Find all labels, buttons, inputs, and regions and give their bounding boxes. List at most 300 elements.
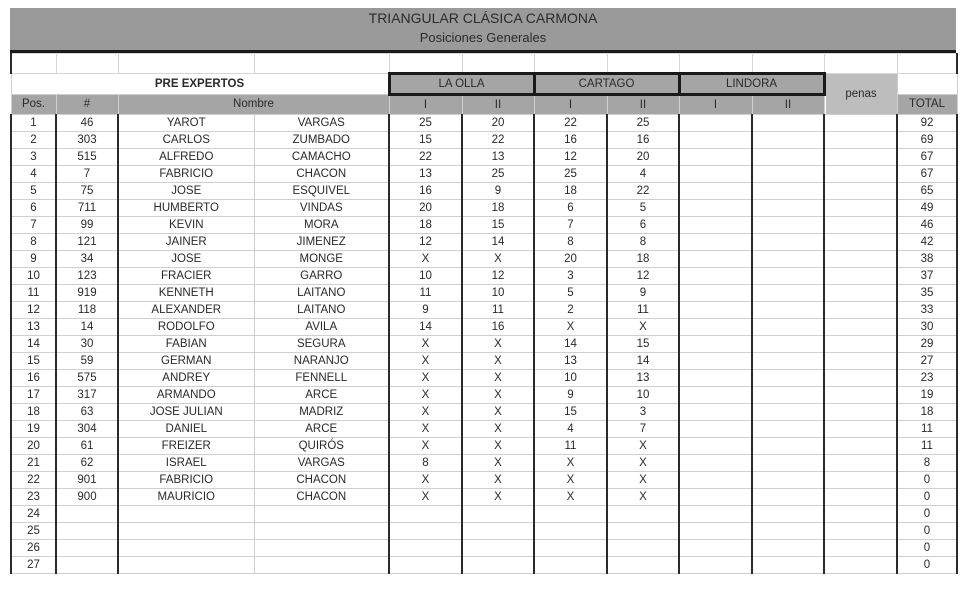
score-cell: X: [389, 370, 462, 387]
score-cell: [752, 370, 824, 387]
number-cell: 317: [56, 387, 118, 404]
total-cell: 35: [897, 285, 957, 302]
title-band: [10, 8, 956, 53]
score-cell: 16: [462, 319, 534, 336]
score-cell: 15: [389, 132, 462, 149]
number-cell: 14: [56, 319, 118, 336]
first-name-cell: FREIZER: [118, 438, 254, 455]
score-cell: 8: [389, 455, 462, 472]
last-name-cell: GARRO: [254, 268, 389, 285]
table-row: [11, 234, 957, 251]
score-cell: X: [534, 455, 607, 472]
score-cell: 22: [534, 115, 607, 132]
score-cell: [607, 557, 679, 574]
pos-cell: 11: [11, 285, 56, 302]
score-cell: 15: [607, 336, 679, 353]
score-cell: 20: [389, 200, 462, 217]
page-title: TRIANGULAR CLÁSICA CARMONA: [368, 10, 598, 26]
penalty-cell: [824, 404, 897, 421]
last-name-cell: [254, 540, 389, 557]
score-cell: 3: [534, 268, 607, 285]
score-cell: [534, 557, 607, 574]
first-name-cell: [118, 540, 254, 557]
number-cell: 59: [56, 353, 118, 370]
score-cell: [752, 455, 824, 472]
first-name-cell: ALFREDO: [118, 149, 254, 166]
score-cell: [752, 557, 824, 574]
score-cell: 7: [534, 217, 607, 234]
score-cell: [679, 217, 752, 234]
first-name-cell: CARLOS: [118, 132, 254, 149]
table-row: [11, 438, 957, 455]
number-cell: 7: [56, 166, 118, 183]
score-cell: [679, 319, 752, 336]
score-cell: [679, 251, 752, 268]
score-cell: 9: [607, 285, 679, 302]
penalty-cell: [824, 387, 897, 404]
score-cell: 15: [462, 217, 534, 234]
score-cell: X: [462, 472, 534, 489]
score-cell: X: [389, 472, 462, 489]
pos-cell: 10: [11, 268, 56, 285]
pos-cell: 1: [11, 115, 56, 132]
score-cell: [534, 523, 607, 540]
first-name-cell: JOSE: [118, 183, 254, 200]
last-name-cell: ARCE: [254, 387, 389, 404]
score-cell: [679, 183, 752, 200]
score-cell: 12: [462, 268, 534, 285]
score-cell: X: [462, 353, 534, 370]
first-name-cell: FRACIER: [118, 268, 254, 285]
score-cell: 25: [462, 166, 534, 183]
score-cell: [752, 506, 824, 523]
penalties-header: penas: [824, 74, 897, 115]
table-row: [11, 149, 957, 166]
number-cell: 61: [56, 438, 118, 455]
score-cell: [679, 200, 752, 217]
number-cell: 99: [56, 217, 118, 234]
score-cell: [679, 455, 752, 472]
pos-cell: 20: [11, 438, 56, 455]
pos-cell: 25: [11, 523, 56, 540]
score-cell: [389, 540, 462, 557]
score-cell: [389, 557, 462, 574]
table-row: [11, 370, 957, 387]
score-cell: X: [462, 404, 534, 421]
first-name-cell: RODOLFO: [118, 319, 254, 336]
number-cell: 515: [56, 149, 118, 166]
page-subtitle: Posiciones Generales: [419, 30, 547, 45]
last-name-cell: MONGE: [254, 251, 389, 268]
score-cell: [752, 523, 824, 540]
score-cell: [607, 540, 679, 557]
table-row: [11, 557, 957, 574]
last-name-cell: VINDAS: [254, 200, 389, 217]
table-row: [11, 421, 957, 438]
score-cell: 11: [389, 285, 462, 302]
score-cell: 13: [389, 166, 462, 183]
number-cell: 711: [56, 200, 118, 217]
score-cell: [752, 251, 824, 268]
penalty-cell: [824, 523, 897, 540]
score-cell: 11: [534, 438, 607, 455]
total-cell: 11: [897, 438, 957, 455]
score-cell: [752, 489, 824, 506]
penalty-cell: [824, 115, 897, 132]
score-cell: [752, 421, 824, 438]
penalty-cell: [824, 234, 897, 251]
score-cell: [679, 489, 752, 506]
penalty-cell: [824, 166, 897, 183]
pos-cell: 13: [11, 319, 56, 336]
score-cell: [679, 540, 752, 557]
last-name-cell: [254, 557, 389, 574]
score-cell: 18: [534, 183, 607, 200]
first-name-cell: MAURICIO: [118, 489, 254, 506]
total-cell: 19: [897, 387, 957, 404]
table-row: [11, 302, 957, 319]
venue-header-row: [11, 74, 957, 95]
score-cell: 4: [534, 421, 607, 438]
score-cell: [389, 523, 462, 540]
pos-cell: 16: [11, 370, 56, 387]
score-cell: [679, 166, 752, 183]
score-cell: [752, 285, 824, 302]
penalty-cell: [824, 421, 897, 438]
score-cell: [607, 506, 679, 523]
score-cell: 14: [462, 234, 534, 251]
score-cell: [752, 472, 824, 489]
score-cell: X: [389, 489, 462, 506]
score-cell: 18: [462, 200, 534, 217]
table-row: [11, 251, 957, 268]
number-cell: 63: [56, 404, 118, 421]
number-cell: 303: [56, 132, 118, 149]
table-row: [11, 489, 957, 506]
pos-cell: 2: [11, 132, 56, 149]
score-cell: X: [607, 438, 679, 455]
table-row: [11, 217, 957, 234]
score-cell: X: [389, 404, 462, 421]
table-row: [11, 166, 957, 183]
total-cell: 42: [897, 234, 957, 251]
score-cell: [679, 438, 752, 455]
score-cell: 3: [607, 404, 679, 421]
table-row: [11, 268, 957, 285]
table-row: [11, 336, 957, 353]
penalty-cell: [824, 319, 897, 336]
total-cell: 23: [897, 370, 957, 387]
score-cell: 10: [607, 387, 679, 404]
score-cell: 14: [534, 336, 607, 353]
total-cell: 11: [897, 421, 957, 438]
score-cell: [752, 115, 824, 132]
last-name-cell: [254, 506, 389, 523]
number-cell: 118: [56, 302, 118, 319]
total-cell: 92: [897, 115, 957, 132]
score-cell: 16: [534, 132, 607, 149]
score-cell: X: [389, 387, 462, 404]
first-name-cell: ALEXANDER: [118, 302, 254, 319]
first-name-cell: FABRICIO: [118, 472, 254, 489]
total-cell: 0: [897, 506, 957, 523]
penalty-cell: [824, 132, 897, 149]
score-cell: X: [462, 251, 534, 268]
penalty-cell: [824, 489, 897, 506]
number-cell: [56, 557, 118, 574]
first-name-cell: DANIEL: [118, 421, 254, 438]
score-cell: 20: [534, 251, 607, 268]
penalty-cell: [824, 200, 897, 217]
score-cell: 25: [534, 166, 607, 183]
total-cell: 0: [897, 472, 957, 489]
score-cell: X: [462, 370, 534, 387]
score-cell: [752, 234, 824, 251]
pos-cell: 5: [11, 183, 56, 200]
total-header: TOTAL: [897, 95, 957, 115]
score-cell: X: [534, 489, 607, 506]
penalty-cell: [824, 149, 897, 166]
last-name-cell: FENNELL: [254, 370, 389, 387]
total-cell: 0: [897, 557, 957, 574]
category-label: PRE EXPERTOS: [11, 74, 389, 95]
first-name-cell: JOSE: [118, 251, 254, 268]
score-cell: [679, 387, 752, 404]
penalty-cell: [824, 506, 897, 523]
last-name-cell: VARGAS: [254, 115, 389, 132]
table-row: [11, 540, 957, 557]
score-cell: 6: [607, 217, 679, 234]
total-cell: 38: [897, 251, 957, 268]
penalty-cell: [824, 336, 897, 353]
last-name-cell: ZUMBADO: [254, 132, 389, 149]
penalty-cell: [824, 438, 897, 455]
total-cell: 65: [897, 183, 957, 200]
table-row: [11, 285, 957, 302]
number-cell: 123: [56, 268, 118, 285]
score-cell: 13: [534, 353, 607, 370]
last-name-cell: SEGURA: [254, 336, 389, 353]
last-name-cell: ARCE: [254, 421, 389, 438]
blank-row: [11, 54, 957, 74]
table-row: [11, 115, 957, 132]
last-name-cell: CHACON: [254, 166, 389, 183]
score-cell: [752, 183, 824, 200]
score-cell: [752, 404, 824, 421]
table-row: [11, 523, 957, 540]
last-name-cell: [254, 523, 389, 540]
pos-cell: 17: [11, 387, 56, 404]
score-cell: 12: [607, 268, 679, 285]
score-cell: 10: [534, 370, 607, 387]
first-name-cell: YAROT: [118, 115, 254, 132]
pos-cell: 19: [11, 421, 56, 438]
score-cell: [679, 353, 752, 370]
total-cell: 37: [897, 268, 957, 285]
score-cell: 5: [607, 200, 679, 217]
first-name-cell: ANDREY: [118, 370, 254, 387]
last-name-cell: LAITANO: [254, 302, 389, 319]
last-name-cell: CAMACHO: [254, 149, 389, 166]
score-cell: [752, 268, 824, 285]
venue-header: LINDORA: [679, 74, 824, 95]
score-cell: [679, 370, 752, 387]
score-cell: [389, 506, 462, 523]
score-cell: 18: [389, 217, 462, 234]
score-cell: 4: [607, 166, 679, 183]
score-cell: [752, 353, 824, 370]
table-row: [11, 455, 957, 472]
last-name-cell: MORA: [254, 217, 389, 234]
last-name-cell: VARGAS: [254, 455, 389, 472]
score-cell: 12: [534, 149, 607, 166]
number-cell: 30: [56, 336, 118, 353]
score-cell: [679, 523, 752, 540]
score-cell: 10: [389, 268, 462, 285]
score-cell: [752, 540, 824, 557]
penalty-cell: [824, 540, 897, 557]
score-cell: X: [389, 353, 462, 370]
pos-cell: 7: [11, 217, 56, 234]
score-cell: [752, 166, 824, 183]
total-cell: 67: [897, 166, 957, 183]
score-cell: 18: [607, 251, 679, 268]
first-name-cell: HUMBERTO: [118, 200, 254, 217]
number-cell: 575: [56, 370, 118, 387]
score-cell: 22: [462, 132, 534, 149]
score-cell: 14: [389, 319, 462, 336]
score-cell: X: [534, 472, 607, 489]
pos-cell: 22: [11, 472, 56, 489]
first-name-cell: KEVIN: [118, 217, 254, 234]
penalty-cell: [824, 251, 897, 268]
number-header: #: [56, 95, 118, 115]
penalty-cell: [824, 370, 897, 387]
number-cell: [56, 523, 118, 540]
score-cell: [679, 506, 752, 523]
score-cell: 8: [607, 234, 679, 251]
score-cell: 22: [607, 183, 679, 200]
score-cell: 9: [389, 302, 462, 319]
pos-cell: 24: [11, 506, 56, 523]
column-header-row: [11, 95, 957, 115]
penalty-cell: [824, 268, 897, 285]
number-cell: 75: [56, 183, 118, 200]
penalty-cell: [824, 353, 897, 370]
total-cell: 49: [897, 200, 957, 217]
total-cell: 0: [897, 540, 957, 557]
score-cell: X: [389, 421, 462, 438]
penalty-cell: [824, 302, 897, 319]
score-cell: X: [462, 438, 534, 455]
number-cell: 900: [56, 489, 118, 506]
last-name-cell: ESQUIVEL: [254, 183, 389, 200]
score-cell: [752, 336, 824, 353]
total-cell: 8: [897, 455, 957, 472]
last-name-cell: MADRIZ: [254, 404, 389, 421]
total-cell: 27: [897, 353, 957, 370]
first-name-cell: [118, 523, 254, 540]
pos-cell: 18: [11, 404, 56, 421]
number-cell: 901: [56, 472, 118, 489]
score-cell: 15: [534, 404, 607, 421]
total-cell: 46: [897, 217, 957, 234]
score-cell: [679, 115, 752, 132]
pos-header: Pos.: [11, 95, 56, 115]
number-cell: [56, 540, 118, 557]
score-cell: 16: [389, 183, 462, 200]
penalty-cell: [824, 217, 897, 234]
pos-cell: 4: [11, 166, 56, 183]
score-cell: 9: [534, 387, 607, 404]
score-cell: X: [462, 489, 534, 506]
score-cell: 14: [607, 353, 679, 370]
name-header: Nombre: [118, 95, 389, 115]
score-cell: X: [607, 489, 679, 506]
score-cell: [679, 302, 752, 319]
pos-cell: 12: [11, 302, 56, 319]
number-cell: 62: [56, 455, 118, 472]
score-cell: 11: [462, 302, 534, 319]
pos-cell: 27: [11, 557, 56, 574]
last-name-cell: CHACON: [254, 472, 389, 489]
venue-header: CARTAGO: [534, 74, 679, 95]
score-cell: [679, 285, 752, 302]
first-name-cell: ARMANDO: [118, 387, 254, 404]
first-name-cell: FABRICIO: [118, 166, 254, 183]
score-cell: [752, 302, 824, 319]
score-cell: [679, 132, 752, 149]
score-cell: X: [389, 251, 462, 268]
score-cell: X: [462, 455, 534, 472]
total-cell: 33: [897, 302, 957, 319]
score-cell: 13: [462, 149, 534, 166]
score-cell: [679, 472, 752, 489]
pos-cell: 14: [11, 336, 56, 353]
pos-cell: 3: [11, 149, 56, 166]
number-cell: 304: [56, 421, 118, 438]
first-name-cell: KENNETH: [118, 285, 254, 302]
table-row: [11, 200, 957, 217]
standings-table: [10, 53, 958, 574]
score-cell: [752, 387, 824, 404]
score-cell: [679, 268, 752, 285]
number-cell: [56, 506, 118, 523]
score-cell: [462, 506, 534, 523]
first-name-cell: JOSE JULIAN: [118, 404, 254, 421]
total-cell: 0: [897, 489, 957, 506]
score-cell: [462, 523, 534, 540]
last-name-cell: AVILA: [254, 319, 389, 336]
score-cell: [462, 540, 534, 557]
penalty-cell: [824, 472, 897, 489]
penalty-cell: [824, 557, 897, 574]
score-cell: X: [607, 472, 679, 489]
total-cell: 0: [897, 523, 957, 540]
score-cell: 2: [534, 302, 607, 319]
score-cell: 9: [462, 183, 534, 200]
score-cell: [462, 557, 534, 574]
score-cell: 8: [534, 234, 607, 251]
score-cell: 10: [462, 285, 534, 302]
score-cell: X: [462, 421, 534, 438]
penalty-cell: [824, 455, 897, 472]
round-header: II: [462, 95, 534, 115]
round-header: I: [679, 95, 752, 115]
score-cell: 13: [607, 370, 679, 387]
pos-cell: 15: [11, 353, 56, 370]
score-cell: 6: [534, 200, 607, 217]
